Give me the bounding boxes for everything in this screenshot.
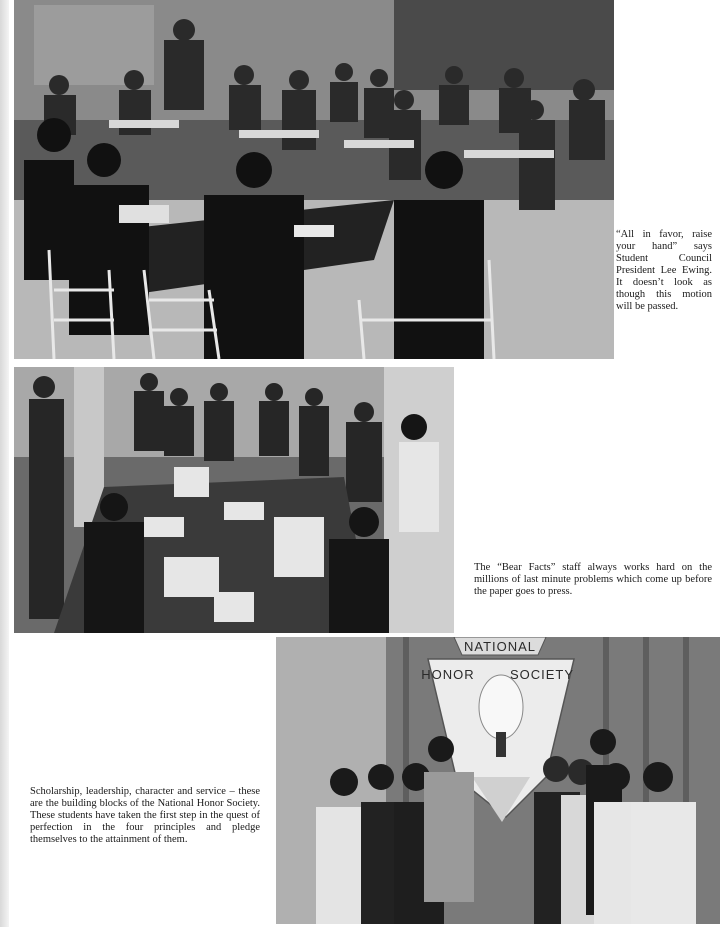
sign-honor-text: HONOR (421, 667, 475, 682)
bear-facts-photo (14, 367, 454, 633)
student-council-caption-text: “All in favor, raise your hand” says Student Council President Lee Ewing. It doesn’t look as though this motion will be passed. (616, 229, 712, 312)
honor-society-photo (276, 637, 720, 924)
sign-society-text: SOCIETY (509, 667, 575, 682)
honor-society-caption (30, 786, 260, 846)
student-council-caption (616, 229, 712, 313)
honor-society-caption-text: Scholarship, leadership, character and service – these are the building blocks of the National Honor Society. These students have taken the first step in the quest of perfection in the four principles and pledge themselves to the attainment of them. (30, 786, 260, 845)
bear-facts-caption (474, 562, 712, 598)
student-council-photo (14, 0, 614, 359)
bear-facts-caption-text: The “Bear Facts” staff always works hard on the millions of last minute problems which come up before the paper goes to press. (474, 562, 712, 597)
sign-national-text: NATIONAL (463, 639, 537, 654)
page-spine-shadow (0, 0, 9, 927)
